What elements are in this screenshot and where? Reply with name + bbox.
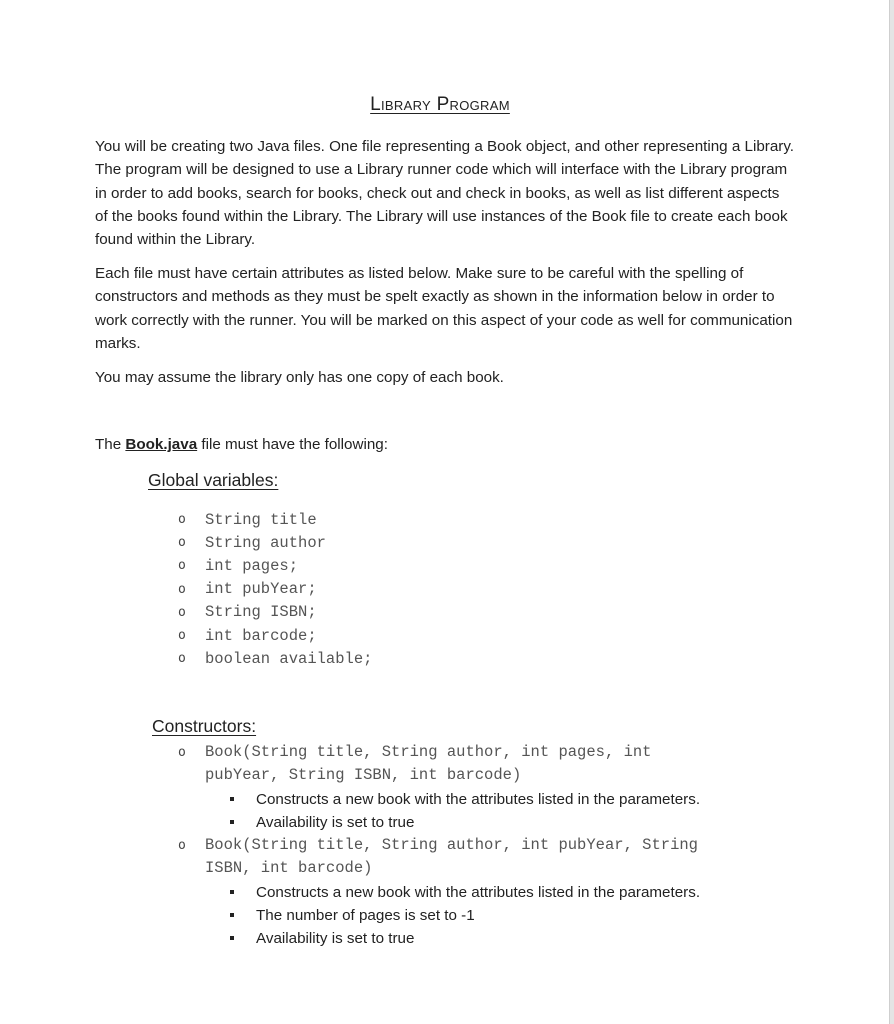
hollow-bullet-icon: o	[178, 628, 186, 644]
variable-declaration: boolean available;	[205, 649, 373, 668]
variable-declaration: String ISBN;	[205, 603, 317, 622]
constructor-signature	[178, 741, 785, 787]
list-item	[178, 531, 372, 554]
list-item	[178, 601, 372, 624]
note-text: Availability is set to true	[256, 929, 415, 947]
constructor-notes	[178, 787, 785, 833]
list-item	[230, 880, 785, 903]
list-item	[230, 927, 785, 950]
constructor-entry	[178, 834, 785, 950]
book-filename: Book.java	[125, 436, 198, 453]
scrollbar-edge[interactable]	[889, 0, 894, 1024]
book-file-intro	[95, 433, 795, 456]
signature-line: Book(String title, String author, int pubYear, String	[205, 836, 698, 854]
page-title: Library Program	[370, 94, 510, 115]
assumption-paragraph: You may assume the library only has one copy of each book.	[95, 369, 504, 386]
hollow-bullet-icon: o	[178, 512, 186, 528]
constructor-entry	[178, 741, 785, 834]
global-variables-list	[178, 508, 372, 670]
hollow-bullet-icon: o	[178, 604, 186, 620]
constructor-notes	[178, 880, 785, 950]
note-text: Availability is set to true	[256, 813, 415, 831]
list-item	[178, 554, 372, 577]
hollow-bullet-icon: o	[178, 838, 186, 853]
global-variables-heading: Global variables:	[148, 470, 279, 490]
hollow-bullet-icon: o	[178, 745, 186, 760]
signature-line: pubYear, String ISBN, int barcode)	[205, 766, 522, 785]
note-text: Constructs a new book with the attributes listed in the parameters.	[256, 883, 701, 901]
instructions-paragraph: Each file must have certain attributes as listed below. Make sure to be careful with the spelling of constructors and methods as they must be spelt exactly as shown in the information below in order to work correctly with the runner. You will be marked on this aspect of your code as well for communication marks.	[95, 265, 793, 352]
variable-declaration: String author	[205, 533, 326, 552]
square-bullet-icon	[230, 820, 234, 824]
variable-declaration: int pages;	[205, 556, 299, 575]
hollow-bullet-icon: o	[178, 558, 186, 574]
note-text: Constructs a new book with the attributes listed in the parameters.	[256, 790, 701, 808]
list-item	[230, 811, 785, 834]
intro-paragraph: You will be creating two Java files. One file representing a Book object, and other representing a Library. The program will be designed to use a Library runner code which will interface with the Library program in order to add books, search for books, check out and check in books, as well as list different aspects of the books found within the Library. The Library will use instances of the Book file to create each book found within the Library.	[95, 138, 795, 249]
square-bullet-icon	[230, 936, 234, 940]
list-item	[230, 787, 785, 810]
variable-declaration: int pubYear;	[205, 580, 317, 599]
signature-line: Book(String title, String author, int pages, int	[205, 743, 652, 761]
list-item	[178, 624, 372, 647]
hollow-bullet-icon: o	[178, 651, 186, 667]
signature-line: ISBN, int barcode)	[205, 859, 373, 878]
note-text: The number of pages is set to -1	[256, 906, 475, 924]
square-bullet-icon	[230, 797, 234, 801]
constructors-heading: Constructors:	[152, 716, 257, 736]
variable-declaration: int barcode;	[205, 626, 317, 645]
square-bullet-icon	[230, 890, 234, 894]
book-intro-suffix: file must have the following:	[197, 436, 388, 453]
list-item	[178, 647, 372, 670]
list-item	[178, 508, 372, 531]
hollow-bullet-icon: o	[178, 581, 186, 597]
list-item	[178, 578, 372, 601]
variable-declaration: String title	[205, 510, 317, 529]
list-item	[230, 904, 785, 927]
hollow-bullet-icon: o	[178, 535, 186, 551]
square-bullet-icon	[230, 913, 234, 917]
constructor-signature	[178, 834, 785, 880]
book-intro-prefix: The	[95, 436, 126, 453]
